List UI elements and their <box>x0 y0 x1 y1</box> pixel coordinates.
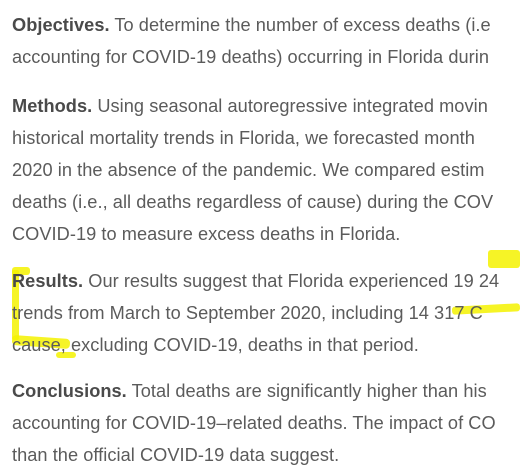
results-line-3: cause, excluding COVID-19, deaths in that period. <box>12 335 419 355</box>
conclusions-line-3: than the official COVID-19 data suggest. <box>12 445 340 465</box>
results-line-1 <box>12 265 499 297</box>
methods-label: Methods. <box>12 96 93 116</box>
methods-line-4: deaths (i.e., all deaths regardless of cause) during the COV <box>12 192 494 212</box>
conclusions-label: Conclusions. <box>12 381 127 401</box>
conclusions-line-2: accounting for COVID-19–related deaths. The impact of CO <box>12 413 496 433</box>
methods-line-3: 2020 in the absence of the pandemic. We compared estim <box>12 160 485 180</box>
results-paragraph <box>12 265 499 361</box>
abstract-document <box>12 0 520 474</box>
results-label: Results. <box>12 271 84 291</box>
conclusions-paragraph <box>12 375 496 471</box>
conclusions-text: Total deaths are significantly higher than his <box>126 381 487 401</box>
objectives-label: Objectives. <box>12 15 110 35</box>
methods-line-2: historical mortality trends in Florida, we forecasted month <box>12 128 475 148</box>
methods-line-1 <box>12 90 493 122</box>
objectives-text: To determine the number of excess deaths (i.e <box>109 15 491 35</box>
results-line-2: trends from March to September 2020, including 14 317 C <box>12 303 483 323</box>
methods-paragraph <box>12 90 493 250</box>
objectives-line-2: accounting for COVID-19 deaths) occurring in Florida durin <box>12 47 490 67</box>
methods-text: Using seasonal autoregressive integrated movin <box>92 96 488 116</box>
conclusions-line-1 <box>12 375 496 407</box>
methods-line-5: COVID-19 to measure excess deaths in Florida. <box>12 224 401 244</box>
objectives-paragraph <box>12 9 491 73</box>
objectives-line-1 <box>12 9 491 41</box>
results-text: Our results suggest that Florida experienced 19 24 <box>83 271 500 291</box>
